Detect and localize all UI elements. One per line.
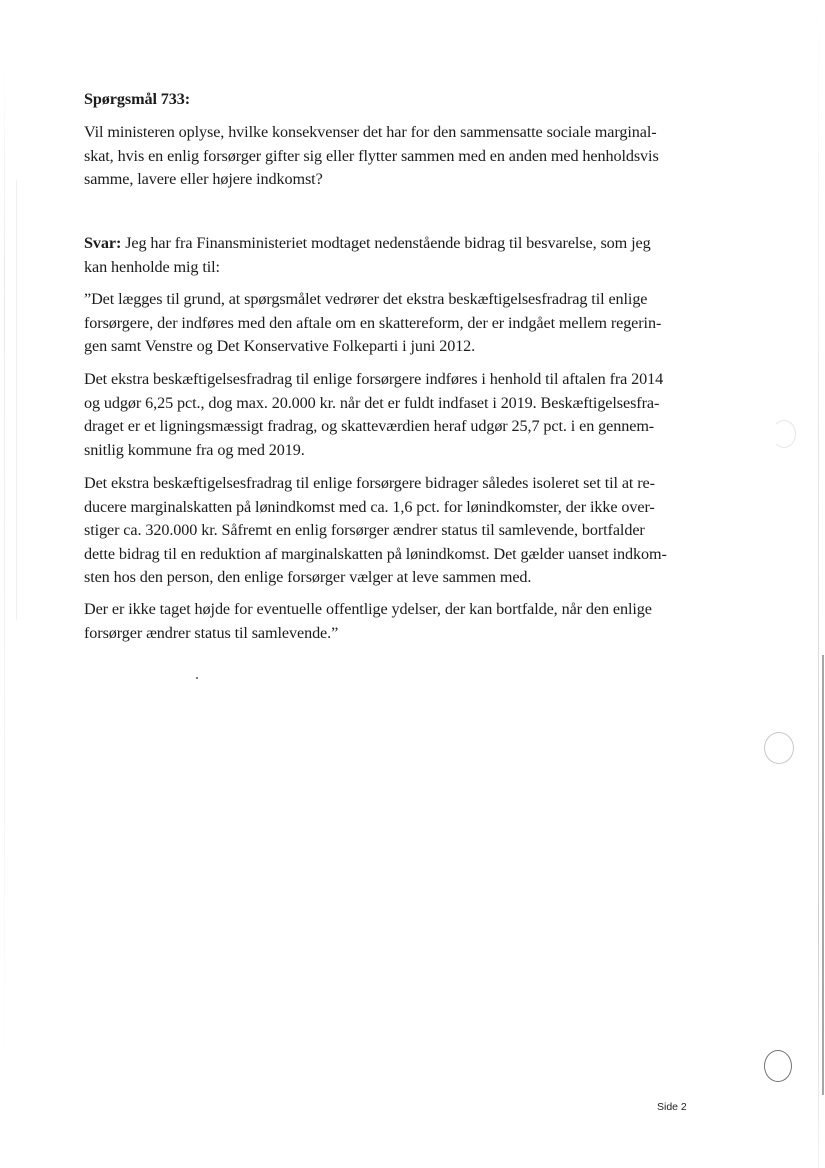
paragraph-line: Det ekstra beskæftigelsesfradrag til enlige forsørgere indføres i henhold til aftalen fra 2014 [84,370,664,388]
answer-paragraph [84,598,704,645]
question-line: skat, hvis en enlig forsørger gifter sig eller flytter sammen med en anden med henholdsvis [84,146,659,165]
scan-edge-right [818,0,819,1168]
question-body [84,121,704,192]
answer-intro-text: Jeg har fra Finansministeriet modtaget nedenstående bidrag til besvarelse, som jeg [121,234,651,252]
scan-edge-left [4,60,5,1100]
punch-hole-middle [764,732,794,764]
answer-intro [84,232,704,279]
answer-intro-line [84,232,704,256]
answer-label: Svar: [84,234,122,252]
scan-edge-left-inner [16,180,17,620]
punch-hole-bottom [764,1050,792,1082]
question-line: samme, lavere eller højere indkomst? [84,170,323,188]
scan-edge-right-shadow [822,655,824,1095]
paragraph-line: sten hos den person, den enlige forsørger vælger at leve sammen med. [84,568,532,586]
paragraph-line: gen samt Venstre og Det Konservative Folkeparti i juni 2012. [84,337,476,355]
paragraph-line: forsørger ændrer status til samlevende.” [84,623,339,642]
question-title [84,88,704,112]
paragraph-line: ”Det lægges til grund, at spørgsmålet vedrører det ekstra beskæftigelsesfradrag til enlige [84,290,648,308]
punch-hole-top [772,420,796,448]
paragraph-line: draget er et ligningsmæssigt fradrag, og skatteværdien heraf udgør 25,7 pct. i en gennem- [84,417,655,435]
paragraph-line: stiger ca. 320.000 kr. Såfremt en enlig forsørger ændrer status til samlevende, bortfalder [84,521,645,539]
answer-paragraph [84,472,704,590]
paragraph-line: Der er ikke taget højde for eventuelle offentlige ydelser, der kan bortfalde, når den enlige [84,600,652,618]
answer-intro-line: kan henholde mig til: [84,257,220,276]
paragraph-line: dette bidrag til en reduktion af marginalskatten på lønindkomst. Det gælder uanset indkom- [84,544,667,563]
question-title-text: Spørgsmål 733: [84,90,191,108]
paragraph-line: forsørgere, der indføres med den aftale om en skattereform, der er indgået mellem regerin- [84,313,662,332]
paragraph-line: snitlig kommune fra og med 2019. [84,440,305,459]
page-number: Side 2 [657,1101,687,1113]
question-line: Vil ministeren oplyse, hvilke konsekvenser det har for den sammensatte sociale marginal- [84,123,657,141]
paragraph-line: ducere marginalskatten på lønindkomst med ca. 1,6 pct. for lønindkomster, der ikke over- [84,497,655,516]
scan-speck [196,677,198,679]
answer-paragraph [84,288,704,359]
paragraph-line: og udgør 6,25 pct., dog max. 20.000 kr. når det er fuldt indfaset i 2019. Beskæftigelsesfra- [84,393,660,412]
paragraph-line: Det ekstra beskæftigelsesfradrag til enlige forsørgere bidrager således isoleret set til at re- [84,474,655,492]
answer-paragraph [84,368,704,462]
